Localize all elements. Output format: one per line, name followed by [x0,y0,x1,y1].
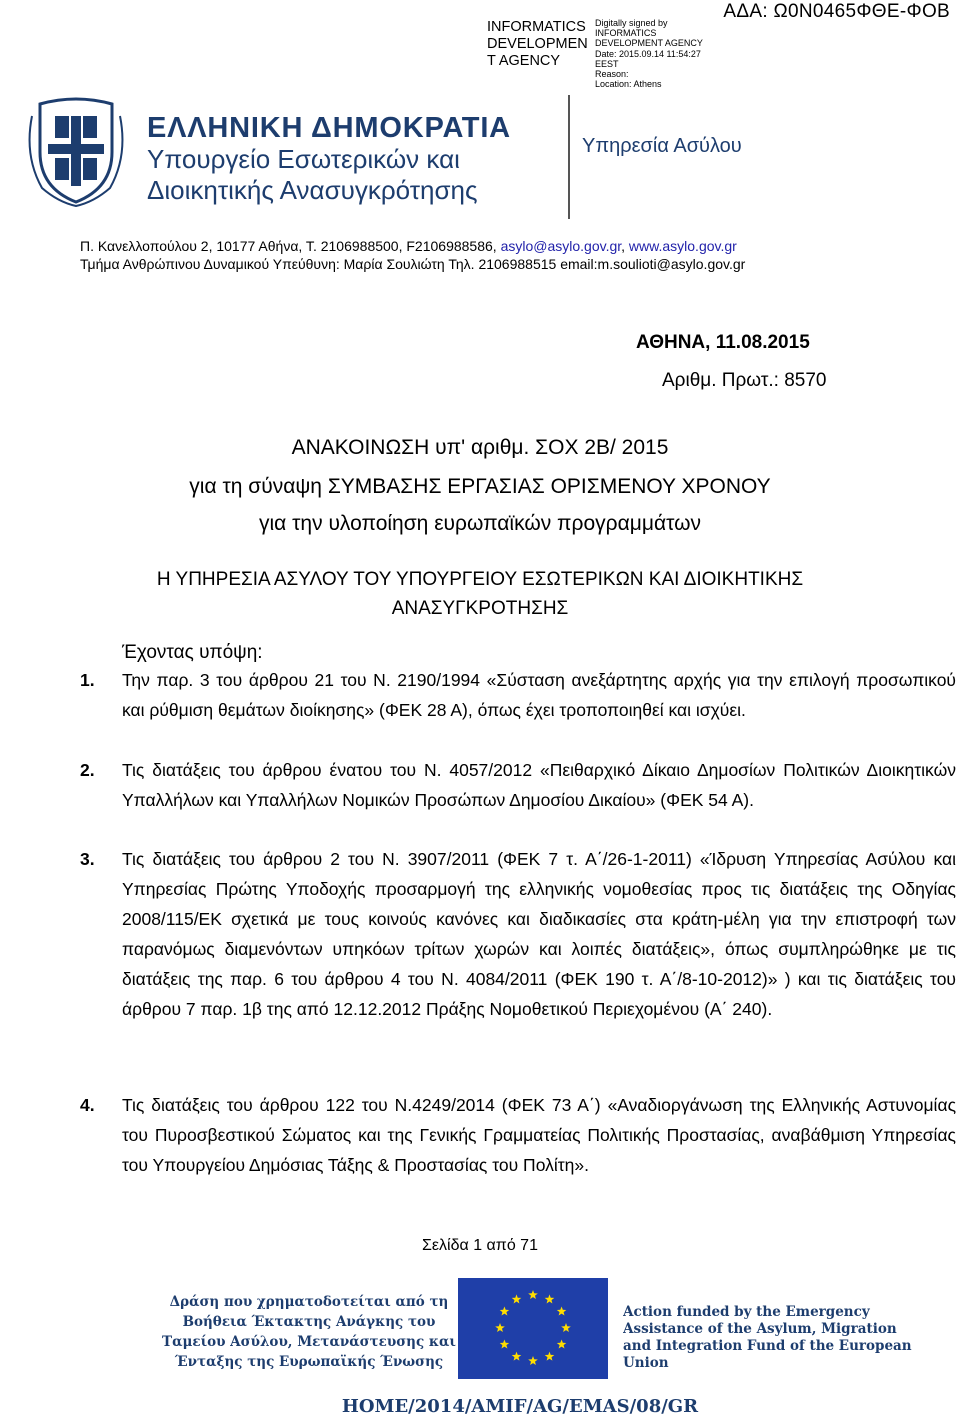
ministry-name-line1: Υπουργείο Εσωτερικών και [147,144,460,174]
republic-title: ΕΛΛΗΝΙΚΗ ΔΗΜΟΚΡΑΤΙΑ [147,112,511,144]
protocol-number: Αριθμ. Πρωτ.: 8570 [662,370,827,391]
list-item-number: 3. [80,849,95,869]
signature-org-line: T AGENCY [487,53,561,69]
signature-details [595,18,703,89]
contact-separator: , [621,238,629,254]
contact-website-link[interactable]: www.asylo.gov.gr [628,238,737,254]
list-item-text: Τις διατάξεις του άρθρου ένατου του Ν. 4057/2012 «Πειθαρχικό Δίκαιο Δημοσίων Πολιτικών Διοικητικών Υπαλλήλων και Υπαλλήλων Νομικών Προσώπων Δημοσίου Δικαίου» (ΦΕΚ 54 Α). [122,760,956,810]
signature-detail-line: Digitally signed by [595,18,668,28]
list-item [80,755,956,815]
list-item-number: 4. [80,1095,95,1115]
service-name: Υπηρεσία Ασύλου [582,135,742,157]
considering-heading: Έχοντας υπόψη: [122,642,263,663]
funding-note-greek: Δράση που χρηματοδοτείται από τη Βοήθεια Έκτακτης Ανάγκης του Ταμείου Ασύλου, Μετανάστευσης και Ένταξης της Ευρωπαϊκής Ένωσης [162,1294,456,1369]
header-divider [568,95,570,219]
signature-detail-line: DEVELOPMENT AGENCY [595,38,703,49]
signature-detail-line: Reason: [595,69,629,80]
eu-flag-icon [458,1278,608,1379]
contact-line-1 [80,238,737,255]
announcement-subtitle-2: για την υλοποίηση ευρωπαϊκών προγραμμάτων [259,512,701,535]
greek-emblem-icon [20,96,132,208]
signature-detail-line: Location: Athens [595,79,662,90]
signature-organization [487,19,588,70]
signature-detail-line: EEST [595,58,619,69]
list-item-number: 2. [80,760,95,780]
signature-detail-line: INFORMATICS [595,28,657,39]
list-item-number: 1. [80,670,95,690]
authority-line-2: ΑΝΑΣΥΓΚΡΟΤΗΣΗΣ [391,598,569,619]
list-item [80,844,956,1024]
signature-org-line: INFORMATICS [487,19,586,35]
authority-line-1: Η ΥΠΗΡΕΣΙΑ ΑΣΥΛΟΥ ΤΟΥ ΥΠΟΥΡΓΕΙΟΥ ΕΣΩΤΕΡΙΚΩΝ ΚΑΙ ΔΙΟΙΚΗΤΙΚΗΣ [156,569,804,590]
list-item-text: Τις διατάξεις του άρθρου 122 του Ν.4249/2014 (ΦΕΚ 73 Α΄) «Αναδιοργάνωση της Ελληνικής Αστυνομίας του Πυροσβεστικού Σώματος και της Γενικής Γραμματείας Πολιτικής Προστασίας, αναβάθμιση Υπηρεσίας του Υπουργείου Δημόσιας Τάξης & Προστασίας του Πολίτη». [122,1095,956,1175]
announcement-title: ΑΝΑΚΟΙΝΩΣΗ υπ' αριθμ. ΣΟΧ 2Β/ 2015 [291,436,669,459]
document-date: ΑΘΗΝΑ, 11.08.2015 [636,332,810,353]
list-item [80,1090,956,1180]
list-item-text: Την παρ. 3 του άρθρου 21 του Ν. 2190/1994 «Σύσταση ανεξάρτητης αρχής για την επιλογή προσωπικού και ρύθμιση θεμάτων διοίκησης» (ΦΕΚ 28 Α), όπως έχει τροποποιηθεί και ισχύει. [122,670,956,720]
announcement-subtitle: για τη σύναψη ΣΥΜΒΑΣΗΣ ΕΡΓΑΣΙΑΣ ΟΡΙΣΜΕΝΟΥ ΧΡΟΝΟΥ [189,475,771,498]
list-item-text: Τις διατάξεις του άρθρου 2 του Ν. 3907/2011 (ΦΕΚ 7 τ. Α΄/26-1-2011) «Ίδρυση Υπηρεσίας Ασύλου και Υπηρεσίας Πρώτης Υποδοχής προσαρμογή της ελληνικής νομοθεσίας προς τις διατάξεις της Οδηγίας 2008/115/ΕΚ σχετικά με τους κοινούς κανόνες και διαδικασίες στα κράτη-μέλη για την επιστροφή των παρανόμως διαμενόντων υπηκόων τρίτων χωρών και λοιπές διατάξεις», όπως συμπληρώθηκε με τις διατάξεις της παρ. 6 του άρθρου 4 του Ν. 4084/2011 (ΦΕΚ 190 τ. Α΄/8-10-2012)» ) και τις διατάξεις του άρθρου 7 παρ. 1β της από 12.12.2012 Πράξης Νομοθετικού Περιεχομένου (Α΄ 240). [122,849,956,1019]
contact-line-2: Τμήμα Ανθρώπινου Δυναμικού Υπεύθυνη: Μαρία Σουλιώτη Τηλ. 2106988515 email:m.soulioti@asylo.gov.gr [80,256,746,272]
signature-detail-line: Date: 2015.09.14 11:54:27 [595,48,701,59]
funding-note-english: Action funded by the Emergency Assistance of the Asylum, Migration and Integration Fund of the European Union [623,1304,912,1371]
contact-address: Π. Κανελλοπούλου 2, 10177 Αθήνα, Τ. 2106988500, F2106988586, [80,238,501,254]
project-code: HOME/2014/AMIF/AG/EMAS/08/GR [341,1396,699,1417]
page-number: Σελίδα 1 από 71 [422,1237,538,1254]
signature-org-line: DEVELOPMEN [487,36,588,52]
list-item [80,665,956,725]
ada-code: ΑΔΑ: Ω0Ν0465ΦΘΕ-ΦΟΒ [723,1,950,22]
contact-email-link[interactable]: asylo@asylo.gov.gr [500,238,622,254]
ministry-name-line2: Διοικητικής Ανασυγκρότησης [147,175,478,205]
